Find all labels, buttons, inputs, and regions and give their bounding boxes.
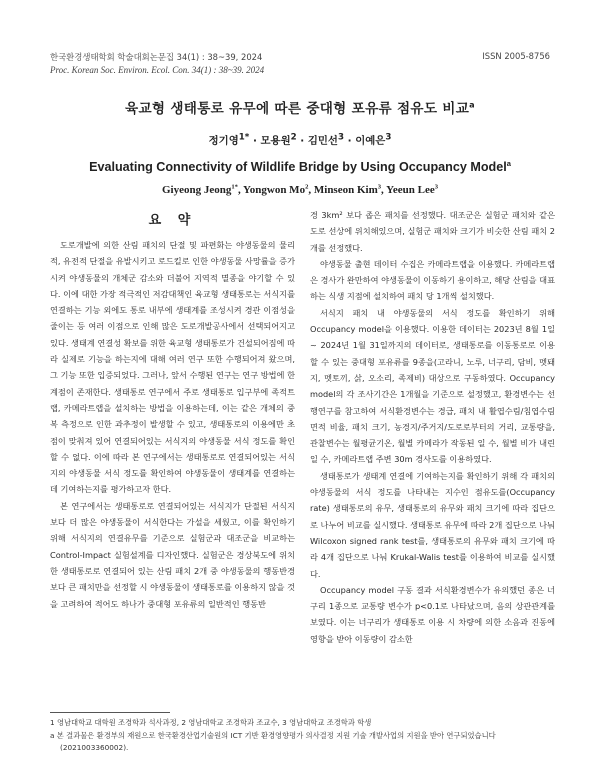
author-en-affiliation-mark: 2 [305, 183, 309, 191]
author-en-name: Giyeong Jeong [161, 184, 232, 196]
title-english [0, 160, 600, 174]
author-ko-separator: · [296, 135, 308, 147]
author-en-name: Yeeun Lee [386, 184, 435, 196]
author-en-affiliation-mark: 3 [434, 183, 439, 191]
author-en-separator: , [237, 184, 244, 196]
paragraph: Occupancy model 구동 결과 서식환경변수가 유의했던 종은 너구리 1종으로 교통량 변수가 p<0.1로 나타났으며, 음의 상관관계를 보였다. 이는 너구리가 생태통로 이용 시 차량에 의한 소음과 진동에 영향을 받아 이동량이 감소한 [310, 584, 555, 644]
title-korean [0, 97, 600, 117]
title-english-text: Evaluating Connectivity of Wildlife Bridge by Using Occupancy Model [89, 160, 507, 174]
footnote-funding: a 본 결과물은 환경부의 재원으로 한국환경산업기술원의 ICT 기반 환경영향평가 의사결정 지원 기술 개발사업의 지원을 받아 연구되었습니다(2021003360002). [50, 731, 496, 752]
author-ko-affiliation-mark: 3 [385, 132, 392, 143]
author-en-affiliation-mark: 3 [377, 183, 382, 191]
authors-korean [0, 132, 600, 147]
title-korean-sup: a [469, 99, 475, 110]
author-en-affiliation-mark: 1* [231, 183, 238, 191]
author-ko-affiliation-mark: 1* [238, 132, 250, 143]
authors-english [0, 184, 600, 196]
footnote-affiliations: 1 영남대학교 대학원 조경학과 석사과정, 2 영남대학교 조경학과 조교수, 3 영남대학교 조경학과 학생 [50, 718, 372, 727]
issn: ISSN 2005-8756 [482, 51, 550, 61]
author-en-name: Minseon Kim [313, 184, 378, 196]
paragraph: 도로개발에 의한 산림 패치의 단절 및 파편화는 야생동물의 물리적, 유전적 단절을 유발시키고 로드킬로 인한 야생동물 사망률을 증가시켜 야생동물의 개체군 감소와 더불어 지역적 멸종을 야기할 수 있다. 이에 대한 가장 적극적인 저감대책인 육교형 생태통로는 서식지를 연결하는 기능 외에도 통로 내부에 생태계를 조성시켜 경관 이점성을 줄이는 등 여러 이점으로 인해 많은 도로개발공사에서 선택되어지고 있다. 생태계 연결성 확보를 위한 육교형 생태통로가 건설되어짐에 따라 실제로 기능을 하는지에 대해 여러 연구 또한 수행되어져 왔으며, 그 기능 또한 입증되었다. 그러나, 앞서 수행된 연구는 연구 방법에 한계점이 존재한다. 생태통로 연구에서 주로 생태통로 입구부에 족적트랩, 카메라트랩을 설치하는 방법을 이용하는데, 이는 같은 개체의 중복 측정으로 인한 과추정이 발생할 수 있고, 생태통로의 이용에만 초점이 맞춰져 있어 연결되어있는 서식지의 야생동물 서식 정도를 확인할 수 없다. 이에 따라 본 연구에서는 생태통로로 연결되어있는 서식지의 야생동물 서식 정도를 확인하여 야생동물이 생태계를 연결하는데 기여하는지를 평가하고자 한다. [50, 240, 295, 495]
paragraph: 경 3km² 보다 좁은 패치를 선정했다. 대조군은 실험군 패치와 같은 도로 선상에 위치해있으며, 실험군 패치와 크기가 비슷한 산림 패치 2개를 선정했다. [310, 210, 555, 253]
journal-citation-ko: 한국환경생태학회 학술대회논문집 34(1) : 38~39, 2024 [50, 52, 263, 62]
title-english-sup: a [506, 158, 511, 168]
abstract-heading: 요 약 [148, 213, 197, 228]
body-column-right [310, 207, 555, 647]
paragraph: 생태통로가 생태계 연결에 기여하는지를 확인하기 위해 각 패치의 야생동물의 서식 정도를 나타내는 지수인 점유도를(Occupancy rate) 생태통로의 유무, 생태통로의 유무와 패치 크기에 따라 집단으로 나누어 비교를 실시했다. 생태통로 유무에 따라 2개 집단으로 나눠 Wilcoxon signed rank test를, 생태통로의 유무와 패치 크기에 따라 4개 집단으로 나눠 Krukal-Walis test를 이용하여 비교를 실시했다. [310, 470, 555, 579]
author-ko-name: 김민선 [307, 135, 338, 147]
paragraph: 서식지 패치 내 야생동물의 서식 정도를 확인하기 위해 Occupancy model을 이용했다. 이용한 데이터는 2023년 8월 1일 ~ 2024년 1월 31일까지의 데이터로, 생태통로를 이동통로로 이용할 수 있는 중대형 포유류를 9종을(고라니, 노루, 너구리, 담비, 멧돼지, 멧토끼, 삵, 오소리, 족제비) 대상으로 구동하였다. Occupancy model의 각 조사기간은 1개월을 기준으로 설정했고, 환경변수는 선행연구를 참고하여 서식환경변수는 경급, 패치 내 활엽수림/침엽수림 면적 비율, 패치 크기, 농경지/주거지/도로로부터의 거리, 교통량을, 관찰변수는 월평균기온, 월별 카메라가 작동된 일 수, 월별 비가 내린 일 수, 카메라트랩 주변 30m 경사도를 이용하였다. [310, 307, 555, 465]
author-en-separator: , [308, 184, 314, 196]
author-ko-affiliation-mark: 3 [337, 132, 345, 143]
paragraph: 본 연구에서는 생태통로로 연결되어있는 서식지가 단절된 서식지보다 더 많은 야생동물이 서식한다는 가설을 세웠고, 이를 확인하기 위해 서식지의 연결유무를 기준으로 실험군과 대조군을 비교하는 Control-Impact 실험설계를 디자인했다. 실험군은 경상북도에 위치한 생태통로로 연결되어 있는 산림 패치 2개 중 야생동물의 행동반경보다 큰 패치만을 선정할 시 야생동물이 생태통로를 이용하지 않을 것을 고려하여 적어도 하나가 중대형 포유류의 일반적인 행동반 [50, 500, 295, 609]
author-ko-separator: · [344, 135, 356, 147]
title-korean-text: 육교형 생태통로 유무에 따른 중대형 포유류 점유도 비교 [125, 101, 470, 117]
body-column-left [50, 237, 295, 612]
author-ko-name: 이예은 [355, 135, 386, 147]
footnote-divider [50, 712, 170, 713]
author-ko-affiliation-mark: 2 [290, 132, 297, 143]
journal-citation-en: Proc. Korean Soc. Environ. Ecol. Con. 34(1) : 38~39. 2024 [50, 65, 265, 75]
author-en-separator: , [381, 184, 387, 196]
author-ko-name: 모용원 [260, 135, 291, 147]
paragraph: 야생동물 출현 데이터 수집은 카메라트랩을 이용했다. 카메라트랩은 경사가 완만하여 야생동물이 이동하기 용이하고, 해당 산림을 대표하는 식생 지점에 설치하여 패치 당 1개씩 설치했다. [310, 258, 555, 302]
author-ko-separator: · [249, 135, 261, 147]
author-ko-name: 정기영 [208, 135, 239, 147]
author-en-name: Yongwon Mo [243, 184, 306, 196]
